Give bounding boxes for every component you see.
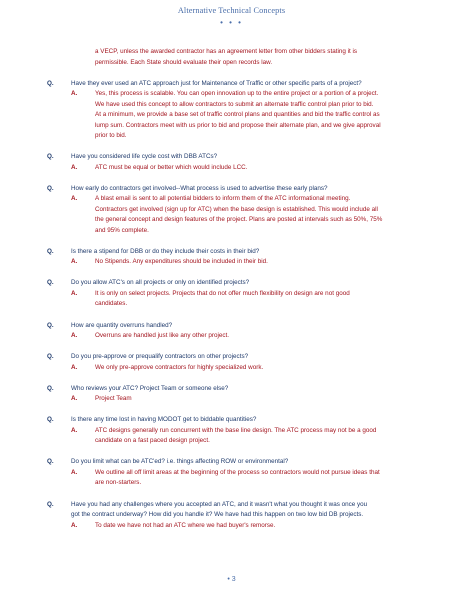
- answer-line: [47, 289, 425, 300]
- answer-text: We only pre-approve contractors for highly specialized work.: [95, 363, 264, 371]
- answer-text: and 95% complete.: [95, 226, 149, 234]
- question-line: [47, 500, 425, 511]
- spacer: [47, 447, 425, 458]
- answer-line: [47, 110, 425, 121]
- spacer: [47, 342, 425, 353]
- qa-block: [47, 278, 425, 310]
- intro-answer-line: a VECP, unless the awarded contractor has an agreement letter from other bidders stating it is: [95, 48, 358, 55]
- answer-label: A.: [71, 426, 78, 434]
- answer-label: A.: [71, 332, 78, 340]
- answer-line: [47, 478, 425, 489]
- qa-block: [47, 415, 425, 447]
- question-line: [47, 79, 425, 90]
- question-line: [47, 457, 425, 468]
- question-label: Q.: [47, 279, 54, 287]
- answer-line: [47, 121, 425, 132]
- answer-text: We have used this concept to allow contractors to submit an alternate traffic control plan prior to bid.: [95, 100, 374, 108]
- question: [47, 152, 425, 163]
- answer: [47, 426, 425, 447]
- question-text: How are quantity overruns handled?: [71, 321, 173, 329]
- question-line: [47, 184, 425, 195]
- answer-line: [47, 257, 425, 268]
- answer-line: [47, 299, 425, 310]
- question-label: Q.: [47, 79, 54, 87]
- answer-label: A.: [71, 521, 78, 529]
- qa-block: [47, 457, 425, 489]
- question: [47, 278, 425, 289]
- spacer: [47, 268, 425, 279]
- answer-line: [47, 363, 425, 374]
- answer-text: We outline all off limit areas at the beginning of the process so contractors would not pursue ideas that: [95, 468, 380, 476]
- question: [47, 415, 425, 426]
- answer-line: [47, 468, 425, 479]
- answer-text: Yes, this process is scalable. You can open innovation up to the entire project or a portion of a project.: [95, 90, 379, 98]
- question-text: Have they ever used an ATC approach just for Maintenance of Traffic or other specific parts of a project?: [71, 79, 362, 87]
- answer: [47, 289, 425, 310]
- answer-line: [47, 394, 425, 405]
- question: [47, 384, 425, 395]
- question: [47, 352, 425, 363]
- answer-line: [47, 100, 425, 111]
- answer-text: Contractors get involved (sign up for ATC) when the base design is established. This would include all: [95, 205, 378, 213]
- answer-text: prior to bid.: [95, 132, 127, 140]
- question-text: Do you pre-approve or prequalify contractors on other projects?: [71, 353, 249, 361]
- intro-answer: [47, 47, 425, 68]
- question-label: Q.: [47, 353, 54, 361]
- question-line: [47, 321, 425, 332]
- page-number: • 3: [227, 576, 236, 583]
- header-title: Alternative Technical Concepts: [177, 6, 286, 15]
- answer: [47, 363, 425, 374]
- question-line: [47, 247, 425, 258]
- answer-line: [47, 521, 425, 532]
- question: [47, 321, 425, 332]
- question: [47, 184, 425, 195]
- question: [47, 500, 425, 521]
- spacer: [47, 236, 425, 247]
- qa-content: [47, 47, 425, 531]
- spacer: [47, 489, 425, 500]
- answer-label: A.: [71, 258, 78, 266]
- answer-text: candidate on a fast paced design project.: [95, 437, 210, 445]
- answer-line: [47, 436, 425, 447]
- answer-text: To date we have not had an ATC where we had buyer's remorse.: [95, 521, 276, 529]
- question: [47, 247, 425, 258]
- question-line: [47, 384, 425, 395]
- spacer: [47, 173, 425, 184]
- answer-text: ATC must be equal or better which would include LCC.: [95, 163, 248, 171]
- question-text: Do you limit what can be ATC'ed? i.e. things affecting ROW or environmental?: [71, 458, 289, 466]
- qa-block: [47, 500, 425, 532]
- qa-block: [47, 247, 425, 268]
- answer-line: [47, 331, 425, 342]
- answer: [47, 257, 425, 268]
- spacer: [47, 373, 425, 384]
- answer-line: [47, 226, 425, 237]
- question-label: Q.: [47, 184, 54, 192]
- answer: [47, 331, 425, 342]
- answer-text: A blast email is sent to all potential bidders to inform them of the ATC informational meeting.: [95, 195, 351, 203]
- answer-label: A.: [71, 395, 78, 403]
- answer-line: [47, 89, 425, 100]
- question-text: Who reviews your ATC? Project Team or someone else?: [71, 384, 229, 392]
- spacer: [47, 68, 425, 79]
- question-text: got the contract underway? How did you handle it? We have had this happen on two low bid DB projects.: [71, 511, 364, 519]
- question-text: Have you considered life cycle cost with DBB ATCs?: [71, 153, 218, 161]
- answer-text: lump sum. Contractors meet with us prior to bid and propose their alternate plan, and we give approval: [95, 121, 381, 129]
- answer-text: are non-starters.: [95, 479, 142, 487]
- question-label: Q.: [47, 153, 54, 161]
- answer: [47, 394, 425, 405]
- intro-answer-line: permissible. Each State should evaluate their open records law.: [95, 58, 273, 66]
- answer-label: A.: [71, 468, 78, 476]
- question: [47, 79, 425, 90]
- spacer: [47, 310, 425, 321]
- spacer: [47, 405, 425, 416]
- spacer: [47, 142, 425, 153]
- answer-text: Overruns are handled just like any other project.: [95, 332, 230, 340]
- question-line: [47, 278, 425, 289]
- qa-block: [47, 152, 425, 173]
- question-label: Q.: [47, 384, 54, 392]
- answer-label: A.: [71, 195, 78, 203]
- answer-text: Project Team: [95, 395, 132, 403]
- answer-line: [47, 163, 425, 174]
- question-text: Do you allow ATC's on all projects or only on identified projects?: [71, 279, 250, 287]
- question-text: Have you had any challenges where you accepted an ATC, and it wasn't what you thought it was once you: [71, 500, 368, 508]
- answer: [47, 194, 425, 236]
- answer-text: No Stipends. Any expenditures should be included in their bid.: [95, 258, 268, 266]
- answer-label: A.: [71, 363, 78, 371]
- qa-block: [47, 184, 425, 237]
- answer-label: A.: [71, 163, 78, 171]
- answer-line: [47, 205, 425, 216]
- answer-line: [47, 215, 425, 226]
- question-text: How early do contractors get involved--What process is used to advertise these early plans?: [71, 184, 328, 192]
- qa-block: [47, 79, 425, 142]
- question-line: [47, 510, 425, 521]
- answer: [47, 89, 425, 142]
- question-label: Q.: [47, 458, 54, 466]
- question-line: [47, 415, 425, 426]
- question-line: [47, 352, 425, 363]
- question-text: Is there any time lost in having MODOT get to biddable quantities?: [71, 416, 257, 424]
- answer-line: [47, 194, 425, 205]
- question-line: [47, 152, 425, 163]
- answer-text: It is only on select projects. Projects that do not offer much flexibility on design are not good: [95, 289, 350, 297]
- answer: [47, 521, 425, 532]
- question-text: Is there a stipend for DBB or do they include their costs in their bid?: [71, 247, 260, 255]
- answer-text: the general concept and design features of the project. Plans are posted at intervals such as 50%, 75%: [95, 216, 383, 224]
- answer: [47, 468, 425, 489]
- answer-text: candidates.: [95, 300, 128, 308]
- header-dots: • • •: [220, 18, 243, 27]
- answer-text: ATC designs generally run concurrent with the base line design. The ATC process may not be a good: [95, 426, 377, 434]
- answer-text: At a minimum, we provide a base set of traffic control plans and quantities and bid the traffic control as: [95, 111, 380, 119]
- question-label: Q.: [47, 321, 54, 329]
- question-label: Q.: [47, 247, 54, 255]
- answer-line: [47, 426, 425, 437]
- qa-block: [47, 384, 425, 405]
- answer: [47, 163, 425, 174]
- qa-block: [47, 352, 425, 373]
- answer-label: A.: [71, 90, 78, 98]
- question-label: Q.: [47, 500, 54, 508]
- answer-label: A.: [71, 289, 78, 297]
- question-label: Q.: [47, 416, 54, 424]
- qa-block: [47, 321, 425, 342]
- answer-line: [47, 131, 425, 142]
- question: [47, 457, 425, 468]
